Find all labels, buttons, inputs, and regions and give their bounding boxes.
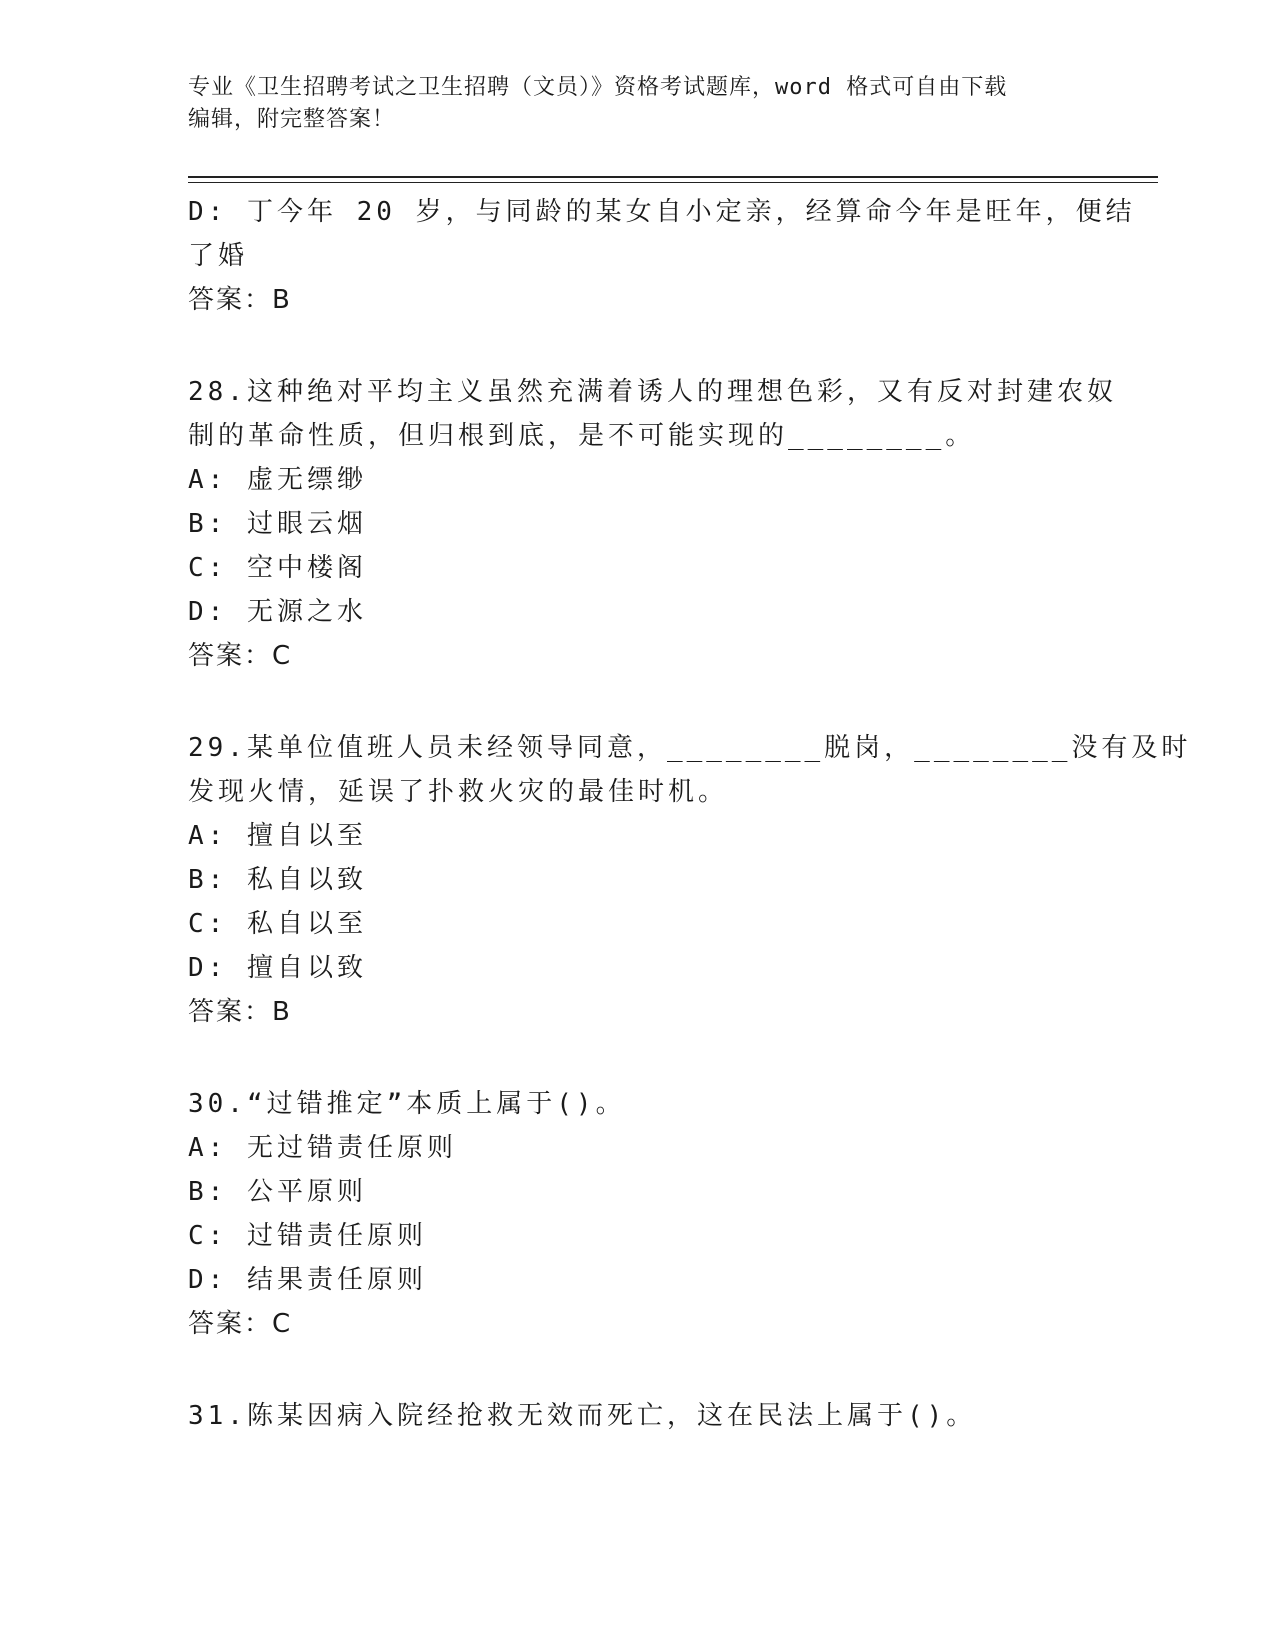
question-28 xyxy=(188,370,1117,678)
header-rule-thick xyxy=(188,176,1158,178)
option-d: D: 丁今年 20 岁，与同龄的某女自小定亲，经算命今年是旺年，便结 xyxy=(188,197,1136,227)
question-stem: 31.陈某因病入院经抢救无效而死亡，这在民法上属于()。 xyxy=(188,1401,977,1431)
document-header xyxy=(188,72,1068,136)
option-a: A: 虚无缥缈 xyxy=(188,465,367,495)
option-b: B: 过眼云烟 xyxy=(188,509,367,539)
option-c: C: 过错责任原则 xyxy=(188,1221,427,1251)
question-list xyxy=(188,190,1192,1438)
answer-line: 答案：B xyxy=(188,285,292,315)
option-d: D: 擅自以致 xyxy=(188,953,367,983)
question-stem: 30.“过错推定”本质上属于()。 xyxy=(188,1089,626,1119)
question-29 xyxy=(188,726,1192,1034)
question-stem-continued: 制的革命性质，但归根到底，是不可能实现的________。 xyxy=(188,421,976,451)
option-d: D: 无源之水 xyxy=(188,597,367,627)
answer-line: 答案：C xyxy=(188,1309,293,1339)
option-c: C: 私自以至 xyxy=(188,909,367,939)
header-rule-thin xyxy=(188,182,1158,183)
question-stem: 29.某单位值班人员未经领导同意，________脱岗，________没有及时 xyxy=(188,733,1192,763)
option-d: D: 结果责任原则 xyxy=(188,1265,427,1295)
option-b: B: 私自以致 xyxy=(188,865,367,895)
answer-line: 答案：B xyxy=(188,997,292,1027)
option-d-continued: 了婚 xyxy=(188,241,249,271)
question-stem: 28.这种绝对平均主义虽然充满着诱人的理想色彩，又有反对封建农奴 xyxy=(188,377,1117,407)
option-a: A: 无过错责任原则 xyxy=(188,1133,457,1163)
question-stem-continued: 发现火情，延误了扑救火灾的最佳时机。 xyxy=(188,777,729,807)
header-line-1: 专业《卫生招聘考试之卫生招聘（文员）》资格考试题库，word 格式可自由下载 xyxy=(188,75,1008,100)
question-31 xyxy=(188,1394,1088,1438)
previous-question-tail xyxy=(188,190,1136,322)
option-a: A: 擅自以至 xyxy=(188,821,367,851)
question-30 xyxy=(188,1082,1088,1346)
option-c: C: 空中楼阁 xyxy=(188,553,367,583)
header-line-2: 编辑，附完整答案！ xyxy=(188,107,396,132)
option-b: B: 公平原则 xyxy=(188,1177,367,1207)
answer-line: 答案：C xyxy=(188,641,293,671)
